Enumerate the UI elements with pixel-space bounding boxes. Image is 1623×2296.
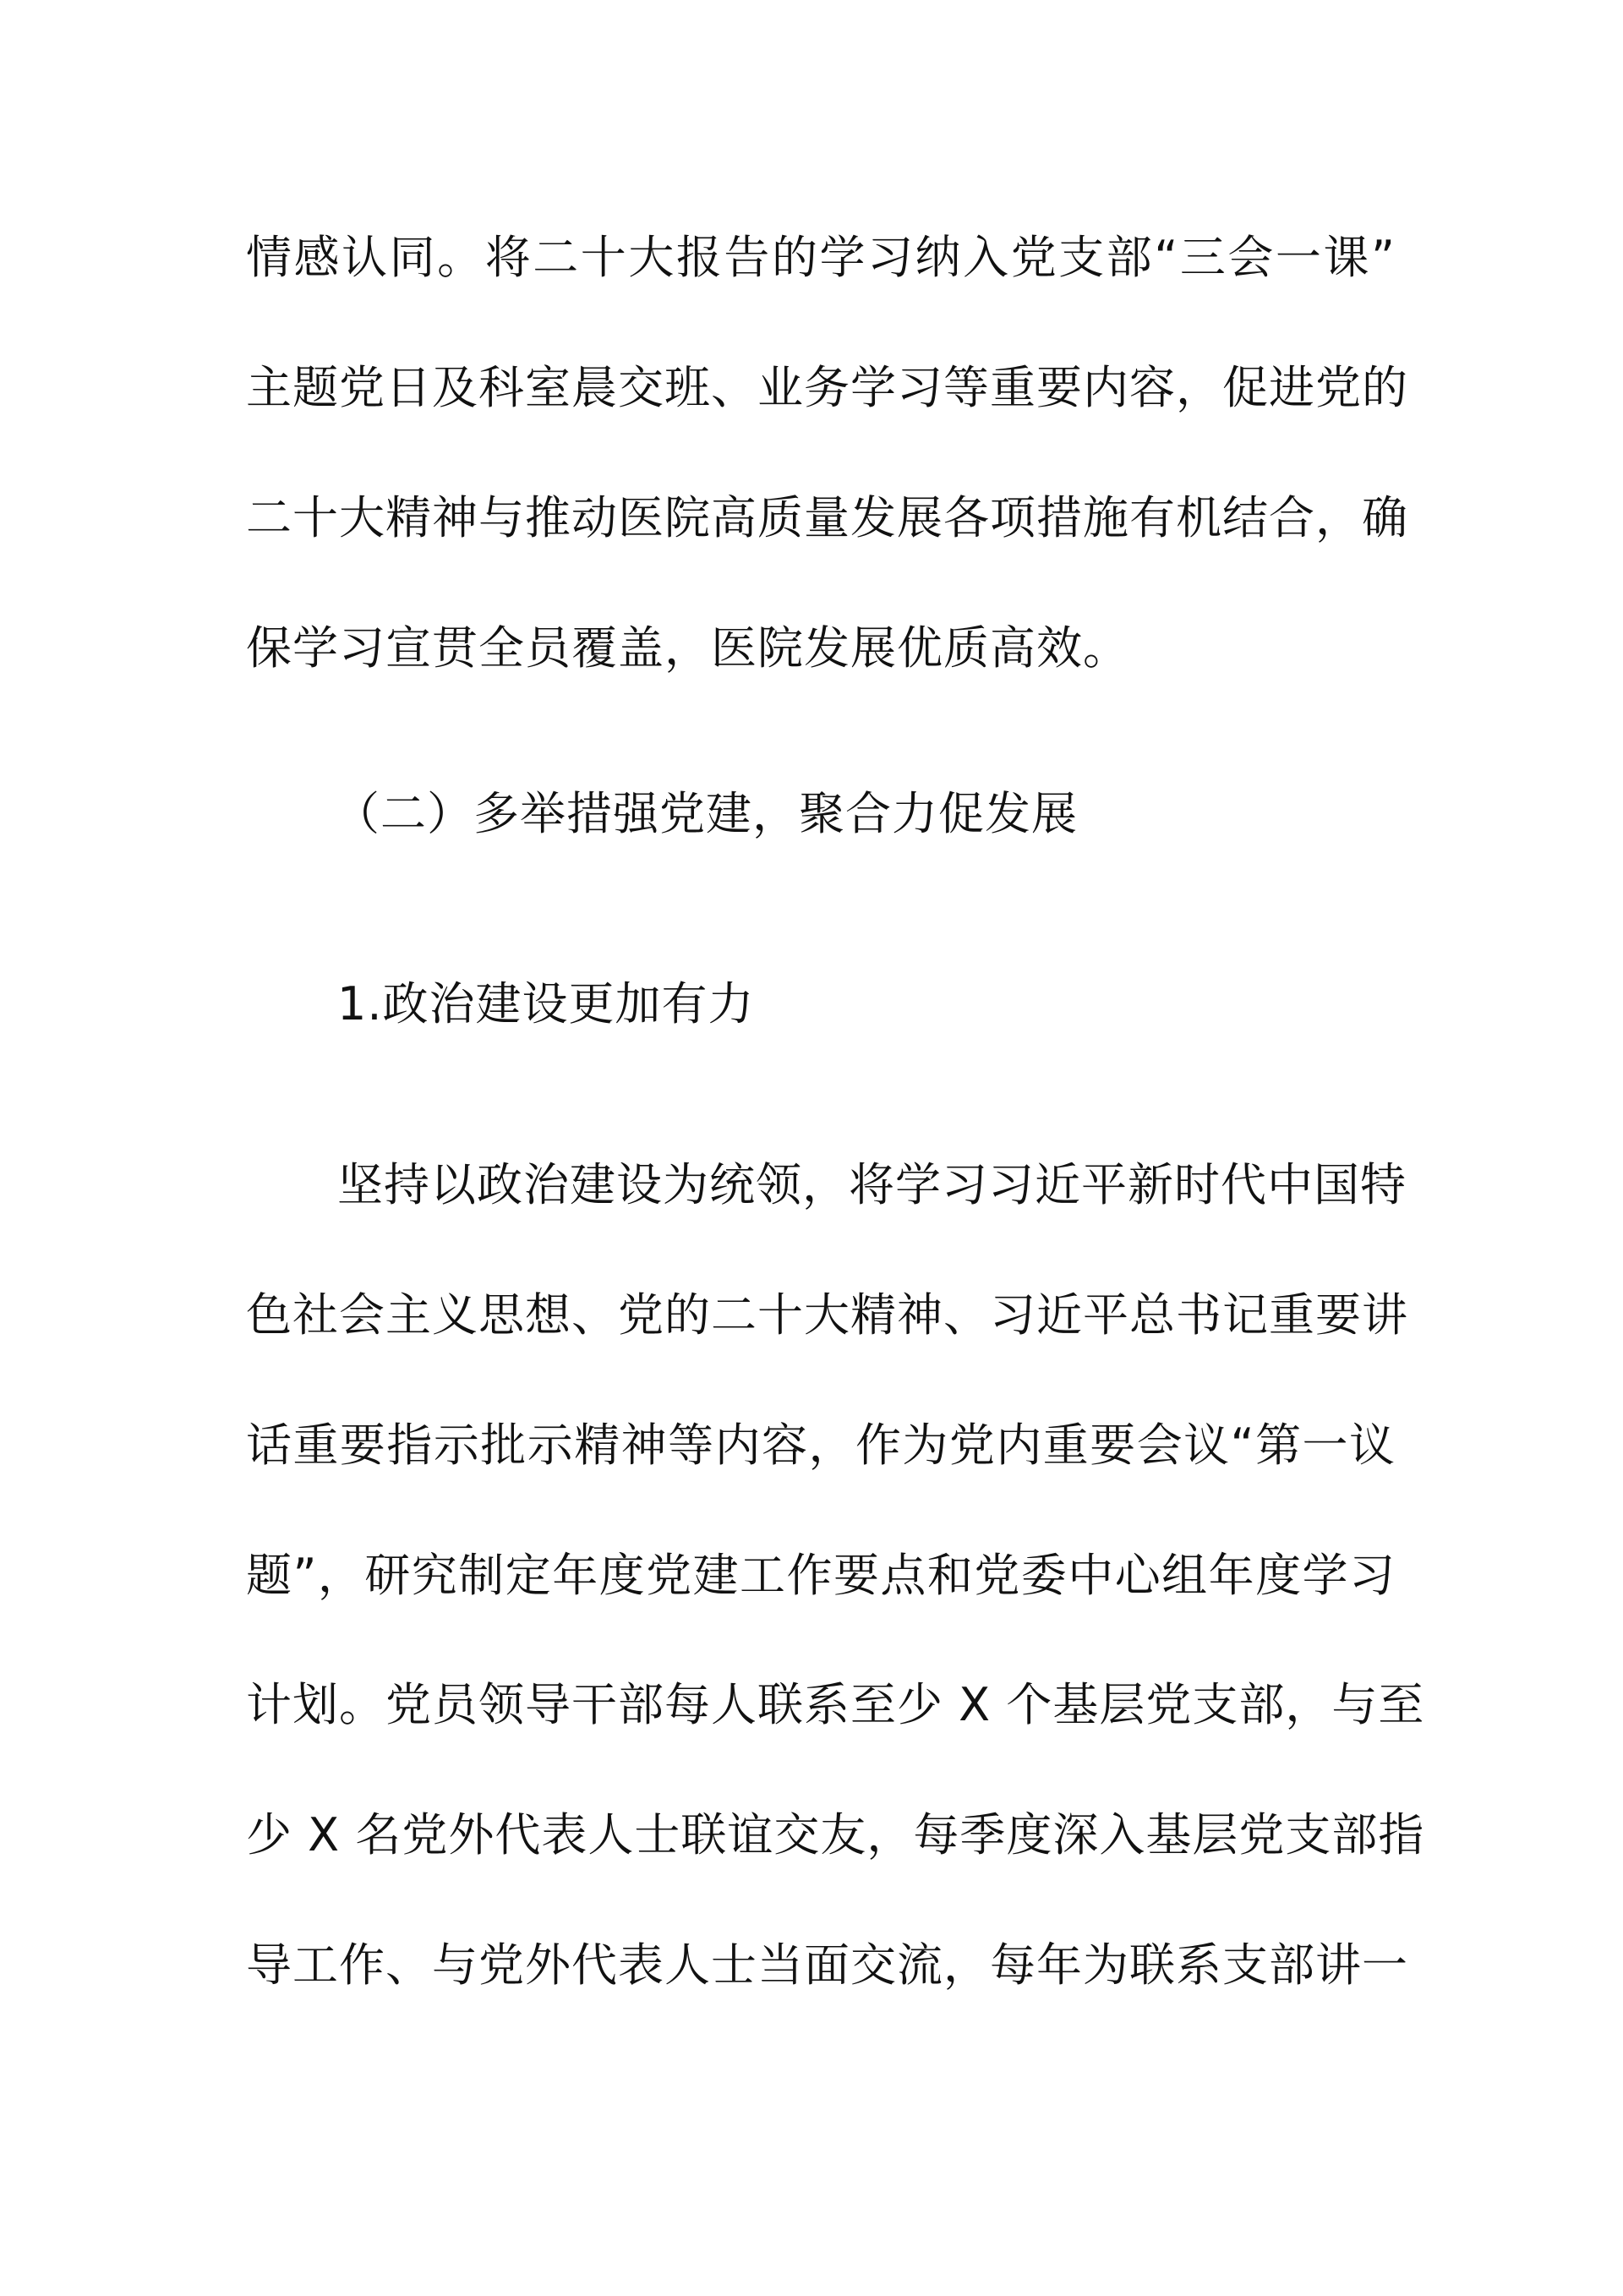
paragraph-2-line-7: 导工作、与党外代表人士当面交流，每年为联系支部讲一 — [246, 1938, 1408, 1992]
paragraph-2-line-3: 话重要指示批示精神等内容，作为党内重要会议“第一议 — [246, 1419, 1396, 1472]
paragraph-2-line-5: 计划。党员领导干部每人联系至少 X 个基层党支部，与至 — [246, 1678, 1425, 1731]
paragraph-1-line-3: 二十大精神与推动医院高质量发展各项措施有机结合，确 — [246, 491, 1408, 544]
paragraph-2-line-4: 题”，研究制定年度党建工作要点和党委中心组年度学习 — [246, 1549, 1396, 1602]
paragraph-1-line-1: 情感认同。将二十大报告的学习纳入党支部“三会一课” — [246, 231, 1396, 284]
paragraph-2-line-6: 少 X 名党外代表人士联谊交友，每季度深入基层党支部指 — [246, 1808, 1425, 1861]
paragraph-1-line-4: 保学习宣贯全员覆盖，医院发展优质高效。 — [246, 621, 1129, 675]
paragraph-2-line-2: 色社会主义思想、党的二十大精神、习近平总书记重要讲 — [246, 1288, 1408, 1342]
subsection-heading: 1.政治建设更加有力 — [337, 977, 755, 1030]
paragraph-1-line-2: 主题党日及科室晨交班、业务学习等重要内容，促进党的 — [246, 361, 1408, 414]
section-heading: （二）多举措强党建，聚合力促发展 — [334, 787, 1078, 840]
paragraph-2-line-1: 坚持以政治建设为统领，将学习习近平新时代中国特 — [337, 1158, 1407, 1211]
